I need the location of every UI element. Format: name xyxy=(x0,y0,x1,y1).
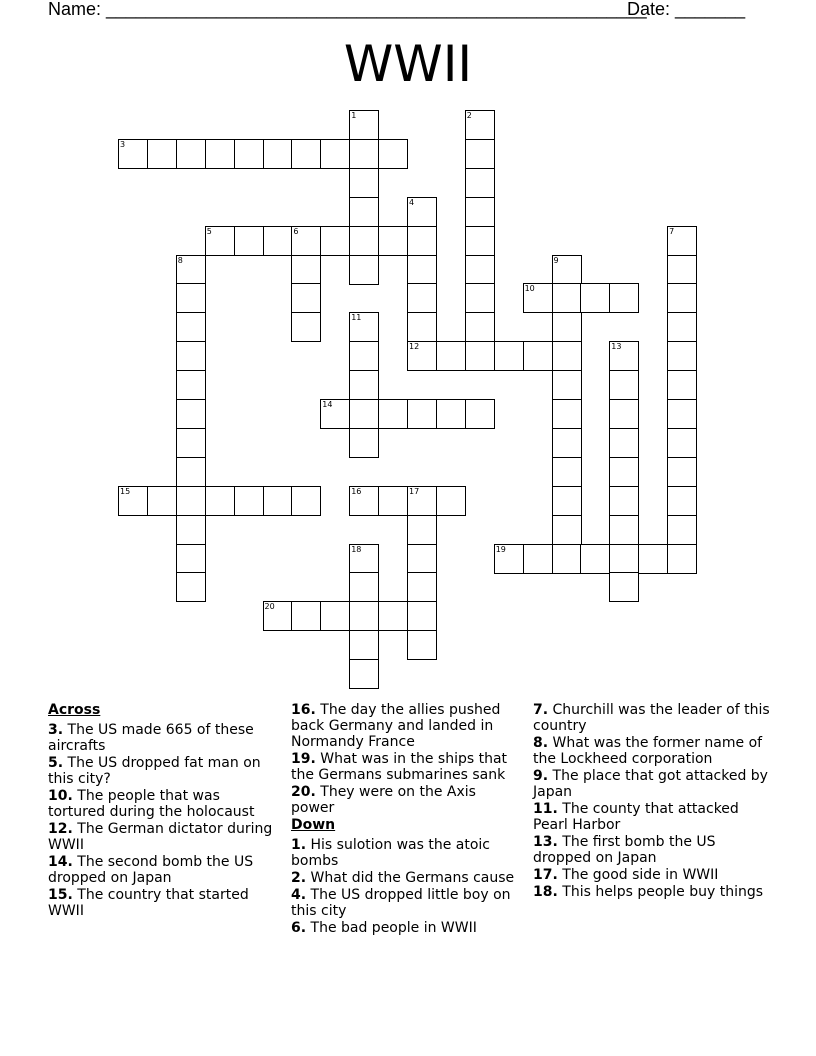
crossword-cell[interactable] xyxy=(523,341,553,371)
crossword-cell[interactable] xyxy=(407,341,437,371)
crossword-cell[interactable] xyxy=(118,486,148,516)
clue-down-8: 8. What was the former name of the Lockheed corporation xyxy=(533,735,763,767)
crossword-cell[interactable] xyxy=(609,341,639,371)
crossword-cell[interactable] xyxy=(407,197,437,227)
crossword-cell[interactable] xyxy=(407,572,437,602)
crossword-cell[interactable] xyxy=(176,341,206,371)
crossword-cell[interactable] xyxy=(205,486,235,516)
crossword-cell[interactable] xyxy=(407,486,437,516)
crossword-cell[interactable] xyxy=(667,544,697,574)
clue-down-13: 13. The first bomb the US dropped on Japan xyxy=(533,834,716,866)
cell-number: 14 xyxy=(322,400,333,409)
crossword-cell[interactable] xyxy=(291,601,321,631)
crossword-cell[interactable] xyxy=(552,341,582,371)
crossword-cell[interactable] xyxy=(176,399,206,429)
clue-across-5: 5. The US dropped fat man on this city? xyxy=(48,755,261,787)
crossword-cell[interactable] xyxy=(176,457,206,487)
crossword-cell[interactable] xyxy=(176,283,206,313)
crossword-cell[interactable] xyxy=(263,139,293,169)
crossword-cell[interactable] xyxy=(176,486,206,516)
crossword-cell[interactable] xyxy=(234,139,264,169)
crossword-cell[interactable] xyxy=(494,544,524,574)
crossword-cell[interactable] xyxy=(494,341,524,371)
crossword-cell[interactable] xyxy=(176,139,206,169)
crossword-cell[interactable] xyxy=(436,399,466,429)
crossword-cell[interactable] xyxy=(667,515,697,545)
crossword-cell[interactable] xyxy=(349,630,379,660)
crossword-cell[interactable] xyxy=(320,226,350,256)
crossword-cell[interactable] xyxy=(147,139,177,169)
clue-column-2 xyxy=(291,702,519,937)
crossword-cell[interactable] xyxy=(349,197,379,227)
crossword-cell[interactable] xyxy=(176,428,206,458)
crossword-cell[interactable] xyxy=(552,370,582,400)
crossword-cell[interactable] xyxy=(320,399,350,429)
crossword-cell[interactable] xyxy=(465,399,495,429)
down-heading: Down xyxy=(291,817,336,833)
crossword-cell[interactable] xyxy=(580,544,610,574)
crossword-cell[interactable] xyxy=(407,630,437,660)
crossword-cell[interactable] xyxy=(465,139,495,169)
crossword-cell[interactable] xyxy=(523,283,553,313)
cell-number: 3 xyxy=(120,139,126,149)
crossword-cell[interactable] xyxy=(609,283,639,313)
crossword-cell[interactable] xyxy=(349,168,379,198)
crossword-cell[interactable] xyxy=(291,226,321,256)
cell-number: 8 xyxy=(177,255,183,265)
date-field: Date: _______ xyxy=(627,0,746,19)
clue-across-19: 19. What was in the ships that the Germans submarines sank xyxy=(291,751,508,783)
crossword-cell[interactable] xyxy=(349,486,379,516)
crossword-cell[interactable] xyxy=(349,226,379,256)
crossword-cell[interactable] xyxy=(407,226,437,256)
crossword-cell[interactable] xyxy=(465,168,495,198)
crossword-cell[interactable] xyxy=(667,341,697,371)
crossword-cell[interactable] xyxy=(667,370,697,400)
crossword-cell[interactable] xyxy=(378,399,408,429)
crossword-cell[interactable] xyxy=(349,659,379,689)
crossword-cell[interactable] xyxy=(667,486,697,516)
crossword-cell[interactable] xyxy=(609,515,639,545)
crossword-cell[interactable] xyxy=(436,341,466,371)
clue-across-16: 16. The day the allies pushed back Germany and landed in Normandy France xyxy=(291,702,501,750)
crossword-cell[interactable] xyxy=(609,486,639,516)
crossword-cell[interactable] xyxy=(407,399,437,429)
crossword-cell[interactable] xyxy=(176,572,206,602)
crossword-cell[interactable] xyxy=(667,312,697,342)
crossword-cell[interactable] xyxy=(552,457,582,487)
clue-down-18: 18. This helps people buy things xyxy=(533,884,764,900)
crossword-cell[interactable] xyxy=(552,255,582,285)
crossword-cell[interactable] xyxy=(667,226,697,256)
page-title: WWII xyxy=(343,35,473,93)
cell-number: 15 xyxy=(120,486,131,496)
crossword-cell[interactable] xyxy=(378,486,408,516)
clue-across-14: 14. The second bomb the US dropped on Japan xyxy=(48,854,254,886)
crossword-cell[interactable] xyxy=(176,544,206,574)
crossword-cell[interactable] xyxy=(580,283,610,313)
crossword-cell[interactable] xyxy=(349,601,379,631)
crossword-cell[interactable] xyxy=(436,486,466,516)
crossword-cell[interactable] xyxy=(291,255,321,285)
crossword-cell[interactable] xyxy=(609,572,639,602)
clue-down-2: 2. What did the Germans cause xyxy=(291,870,515,886)
cell-number: 2 xyxy=(466,111,472,120)
cell-number: 17 xyxy=(409,486,420,496)
crossword-cell[interactable] xyxy=(407,515,437,545)
crossword-cell[interactable] xyxy=(263,226,293,256)
crossword-cell[interactable] xyxy=(465,226,495,256)
crossword-cell[interactable] xyxy=(291,283,321,313)
crossword-cell[interactable] xyxy=(609,370,639,400)
crossword-cell[interactable] xyxy=(320,601,350,631)
crossword-cell[interactable] xyxy=(667,457,697,487)
crossword-cell[interactable] xyxy=(349,139,379,169)
crossword-cell[interactable] xyxy=(263,601,293,631)
cell-number: 6 xyxy=(293,226,299,236)
clue-across-10: 10. The people that was tortured during the holocaust xyxy=(48,788,255,820)
across-heading: Across xyxy=(48,702,101,718)
crossword-cell[interactable] xyxy=(667,283,697,313)
crossword-cell[interactable] xyxy=(407,601,437,631)
crossword-cell[interactable] xyxy=(407,283,437,313)
crossword-cell[interactable] xyxy=(378,226,408,256)
crossword-cell[interactable] xyxy=(465,255,495,285)
crossword-cell[interactable] xyxy=(349,255,379,285)
cell-number: 10 xyxy=(524,284,535,294)
cell-number: 9 xyxy=(553,255,559,265)
crossword-cell[interactable] xyxy=(552,283,582,313)
clue-column-3 xyxy=(533,702,773,901)
clue-across-15: 15. The country that started WWII xyxy=(48,887,249,919)
cell-number: 16 xyxy=(351,486,362,496)
clue-across-3: 3. The US made 665 of these aircrafts xyxy=(48,722,254,754)
crossword-cell[interactable] xyxy=(552,544,582,574)
crossword-cell[interactable] xyxy=(667,428,697,458)
cell-number: 7 xyxy=(669,226,675,236)
crossword-cell[interactable] xyxy=(667,255,697,285)
crossword-cell[interactable] xyxy=(378,601,408,631)
crossword-cell[interactable] xyxy=(465,110,495,140)
cell-number: 18 xyxy=(351,544,362,554)
clue-down-17: 17. The good side in WWII xyxy=(533,867,719,883)
crossword-cell[interactable] xyxy=(609,399,639,429)
crossword-cell[interactable] xyxy=(378,139,408,169)
clue-across-12: 12. The German dictator during WWII xyxy=(48,821,273,853)
crossword-cell[interactable] xyxy=(234,486,264,516)
clue-down-7: 7. Churchill was the leader of this country xyxy=(533,702,770,734)
crossword-cell[interactable] xyxy=(349,544,379,574)
crossword-cell[interactable] xyxy=(465,312,495,342)
clue-column-1 xyxy=(48,702,273,920)
crossword-cell[interactable] xyxy=(407,255,437,285)
crossword-cell[interactable] xyxy=(291,312,321,342)
cell-number: 19 xyxy=(495,544,506,554)
clue-down-4: 4. The US dropped little boy on this city xyxy=(291,887,511,919)
crossword-cell[interactable] xyxy=(263,486,293,516)
crossword-cell[interactable] xyxy=(118,139,148,169)
cell-number: 12 xyxy=(409,342,420,352)
crossword-cell[interactable] xyxy=(407,544,437,574)
crossword-cell[interactable] xyxy=(349,110,379,140)
crossword-cell[interactable] xyxy=(234,226,264,256)
crossword-cell[interactable] xyxy=(667,399,697,429)
crossword-cell[interactable] xyxy=(523,544,553,574)
crossword-cell[interactable] xyxy=(176,312,206,342)
cell-number: 13 xyxy=(611,342,622,352)
clue-down-11: 11. The county that attacked Pearl Harbor xyxy=(533,801,739,833)
crossword-cell[interactable] xyxy=(176,515,206,545)
crossword-cell[interactable] xyxy=(349,572,379,602)
clue-down-9: 9. The place that got attacked by Japan xyxy=(533,768,768,800)
crossword-cell[interactable] xyxy=(176,370,206,400)
cell-number: 11 xyxy=(351,313,362,323)
crossword-cell[interactable] xyxy=(609,428,639,458)
crossword-cell[interactable] xyxy=(638,544,668,574)
name-field: Name: ______________________________________________________ xyxy=(48,0,647,19)
crossword-cell[interactable] xyxy=(205,226,235,256)
crossword-cell[interactable] xyxy=(291,139,321,169)
cell-number: 4 xyxy=(409,197,415,207)
crossword-cell[interactable] xyxy=(465,341,495,371)
cell-number: 5 xyxy=(206,226,212,236)
clue-down-1: 1. His sulotion was the atoic bombs xyxy=(291,837,490,869)
cell-number: 20 xyxy=(264,602,275,612)
crossword-cell[interactable] xyxy=(176,255,206,285)
crossword-cell[interactable] xyxy=(552,399,582,429)
crossword-cell[interactable] xyxy=(147,486,177,516)
crossword-cell[interactable] xyxy=(465,197,495,227)
cell-number: 1 xyxy=(351,111,357,120)
crossword-cell[interactable] xyxy=(291,486,321,516)
crossword-cell[interactable] xyxy=(205,139,235,169)
crossword-cell[interactable] xyxy=(609,544,639,574)
crossword-cell[interactable] xyxy=(465,283,495,313)
crossword-cell[interactable] xyxy=(552,312,582,342)
clue-down-6: 6. The bad people in WWII xyxy=(291,920,477,936)
crossword-cell[interactable] xyxy=(349,399,379,429)
crossword-cell[interactable] xyxy=(552,515,582,545)
crossword-cell[interactable] xyxy=(349,312,379,342)
crossword-cell[interactable] xyxy=(407,312,437,342)
crossword-cell[interactable] xyxy=(552,428,582,458)
crossword-cell[interactable] xyxy=(552,486,582,516)
crossword-cell[interactable] xyxy=(349,428,379,458)
crossword-cell[interactable] xyxy=(609,457,639,487)
crossword-cell[interactable] xyxy=(349,341,379,371)
crossword-cell[interactable] xyxy=(349,370,379,400)
clue-across-20: 20. They were on the Axis power xyxy=(291,784,476,816)
crossword-cell[interactable] xyxy=(320,139,350,169)
